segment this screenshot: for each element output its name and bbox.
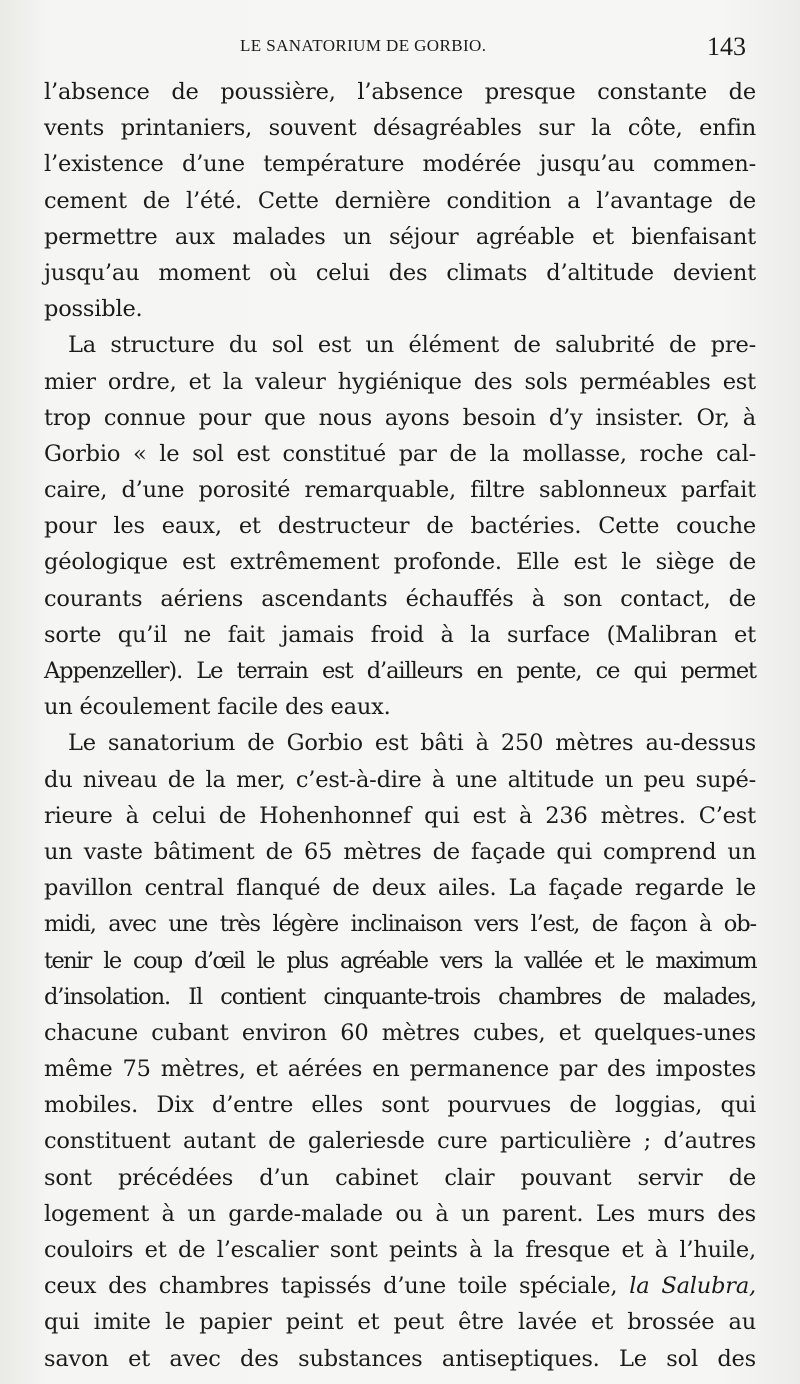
text-line: La structure du sol est un élément de salubrité de pre- — [68, 332, 756, 359]
italic-product-name: la Salubra, — [629, 1273, 757, 1300]
text-line: même 75 mètres, et aérées en permanence par des impostes — [44, 1056, 756, 1083]
body-text — [44, 74, 756, 1377]
text-line: un écoulement facile des eaux. — [44, 694, 391, 721]
text-line: mier ordre, et la valeur hygiénique des sols perméables est — [44, 368, 756, 395]
text-line: l’existence d’une température modérée jusqu’au commen- — [44, 151, 756, 178]
text-line: du niveau de la mer, c’est-à-dire à une altitude un peu supé- — [44, 766, 756, 793]
text-line-with-italic — [44, 1268, 756, 1304]
text-line: trop connue pour que nous ayons besoin d’y insister. Or, à — [44, 404, 756, 431]
text-line: couloirs et de l’escalier sont peints à la fresque et à l’huile, — [44, 1237, 756, 1263]
text-segment: ceux des chambres tapissés d’une toile spéciale, — [44, 1273, 618, 1300]
text-line: géologique est extrêmement profonde. Elle est le siège de — [44, 549, 756, 576]
text-line: qui imite le papier peint et peut être lavée et brossée au — [44, 1309, 756, 1336]
running-title: LE SANATORIUM DE GORBIO. — [240, 36, 487, 55]
text-line: logement à un garde-malade ou à un parent. Les murs des — [44, 1200, 756, 1227]
text-line: Le sanatorium de Gorbio est bâti à 250 mètres au-dessus — [68, 730, 756, 757]
text-line: midi, avec une très légère inclinaison vers l’est, de façon à ob- — [44, 911, 756, 938]
text-line: permettre aux malades un séjour agréable et bienfaisant — [44, 223, 756, 250]
text-line: caire, d’une porosité remarquable, filtre sablonneux parfait — [44, 477, 756, 504]
text-line: cement de l’été. Cette dernière condition a l’avantage de — [44, 187, 756, 214]
text-line: chacune cubant environ 60 mètres cubes, et quelques-unes — [44, 1019, 756, 1046]
text-line: l’absence de poussière, l’absence presque constante de — [44, 79, 756, 105]
text-line: Gorbio « le sol est constitué par de la mollasse, roche cal- — [44, 440, 756, 467]
text-line: vents printaniers, souvent désagréables sur la côte, enfin — [44, 115, 756, 142]
page-header — [0, 34, 800, 64]
text-line: pour les eaux, et destructeur de bactéries. Cette couche — [44, 513, 756, 540]
text-line: sorte qu’il ne fait jamais froid à la surface (Malibran et — [44, 621, 756, 648]
text-line: mobiles. Dix d’entre elles sont pourvues de loggias, qui — [44, 1092, 756, 1119]
text-line: jusqu’au moment où celui des climats d’altitude devient — [44, 259, 756, 286]
text-line: pavillon central flanqué de deux ailes. La façade regarde le — [44, 875, 756, 902]
text-line: possible. — [44, 296, 143, 323]
text-line: Appenzeller). Le terrain est d’ailleurs en pente, ce qui permet — [44, 658, 756, 684]
text-line: courants aériens ascendants échauffés à son contact, de — [44, 585, 756, 612]
text-line: rieure à celui de Hohenhonnef qui est à 236 mètres. C’est — [44, 802, 756, 829]
page-number: 143 — [707, 32, 746, 61]
text-line: savon et avec des substances antiseptiques. Le sol des — [44, 1345, 756, 1372]
text-line: un vaste bâtiment de 65 mètres de façade qui comprend un — [44, 838, 756, 865]
text-line: constituent autant de galeriesde cure particulière ; d’autres — [44, 1128, 756, 1155]
text-line: sont précédées d’un cabinet clair pouvant servir de — [44, 1164, 756, 1191]
text-line: d’insolation. Il contient cinquante-trois chambres de malades, — [44, 983, 756, 1010]
text-line: tenir le coup d’œil le plus agréable vers la vallée et le maximum — [44, 947, 756, 974]
